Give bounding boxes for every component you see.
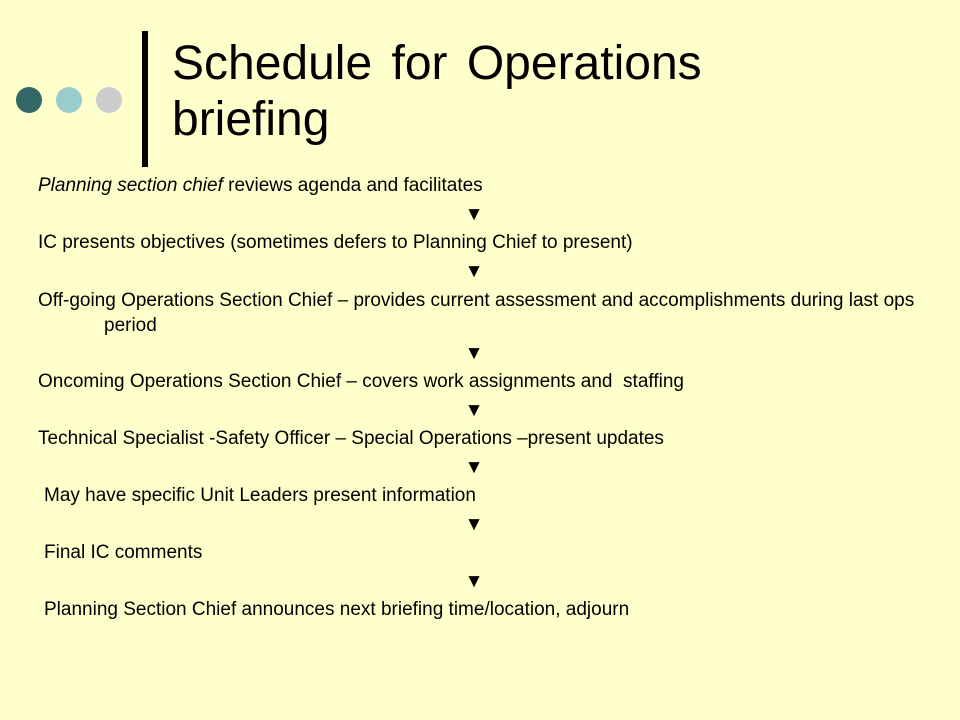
step-4: Oncoming Operations Section Chief – covers work assignments and staffing xyxy=(38,371,684,392)
briefing-schedule xyxy=(38,171,928,625)
slide-title-line-1: Schedule for Operations xyxy=(172,37,702,90)
step-3: Off-going Operations Section Chief – provides current assessment and accomplishments during last ops period xyxy=(38,290,915,336)
step-1-italic: Planning section chief xyxy=(38,175,223,196)
down-arrow-icon: ▼ xyxy=(464,400,484,421)
step-2: IC presents objectives (sometimes defers to Planning Chief to present) xyxy=(38,232,633,253)
decorative-dots xyxy=(16,87,126,113)
down-arrow-icon: ▼ xyxy=(464,343,484,364)
title-divider-line xyxy=(142,31,148,167)
dot-gray-icon xyxy=(96,87,122,113)
down-arrow-icon: ▼ xyxy=(464,204,484,225)
step-1 xyxy=(38,171,928,201)
step-5: Technical Specialist -Safety Officer – Special Operations –present updates xyxy=(38,428,664,449)
step-7: Final IC comments xyxy=(44,542,203,563)
slide-title xyxy=(172,36,932,148)
dot-light-teal-icon xyxy=(56,87,82,113)
dot-dark-teal-icon xyxy=(16,87,42,113)
step-6: May have specific Unit Leaders present information xyxy=(44,485,476,506)
slide-title-line-2: briefing xyxy=(172,93,330,146)
step-8: Planning Section Chief announces next briefing time/location, adjourn xyxy=(44,599,630,620)
down-arrow-icon: ▼ xyxy=(464,261,484,282)
down-arrow-icon: ▼ xyxy=(464,514,484,535)
step-1-text: reviews agenda and facilitates xyxy=(222,175,483,196)
down-arrow-icon: ▼ xyxy=(464,571,484,592)
down-arrow-icon: ▼ xyxy=(464,457,484,478)
